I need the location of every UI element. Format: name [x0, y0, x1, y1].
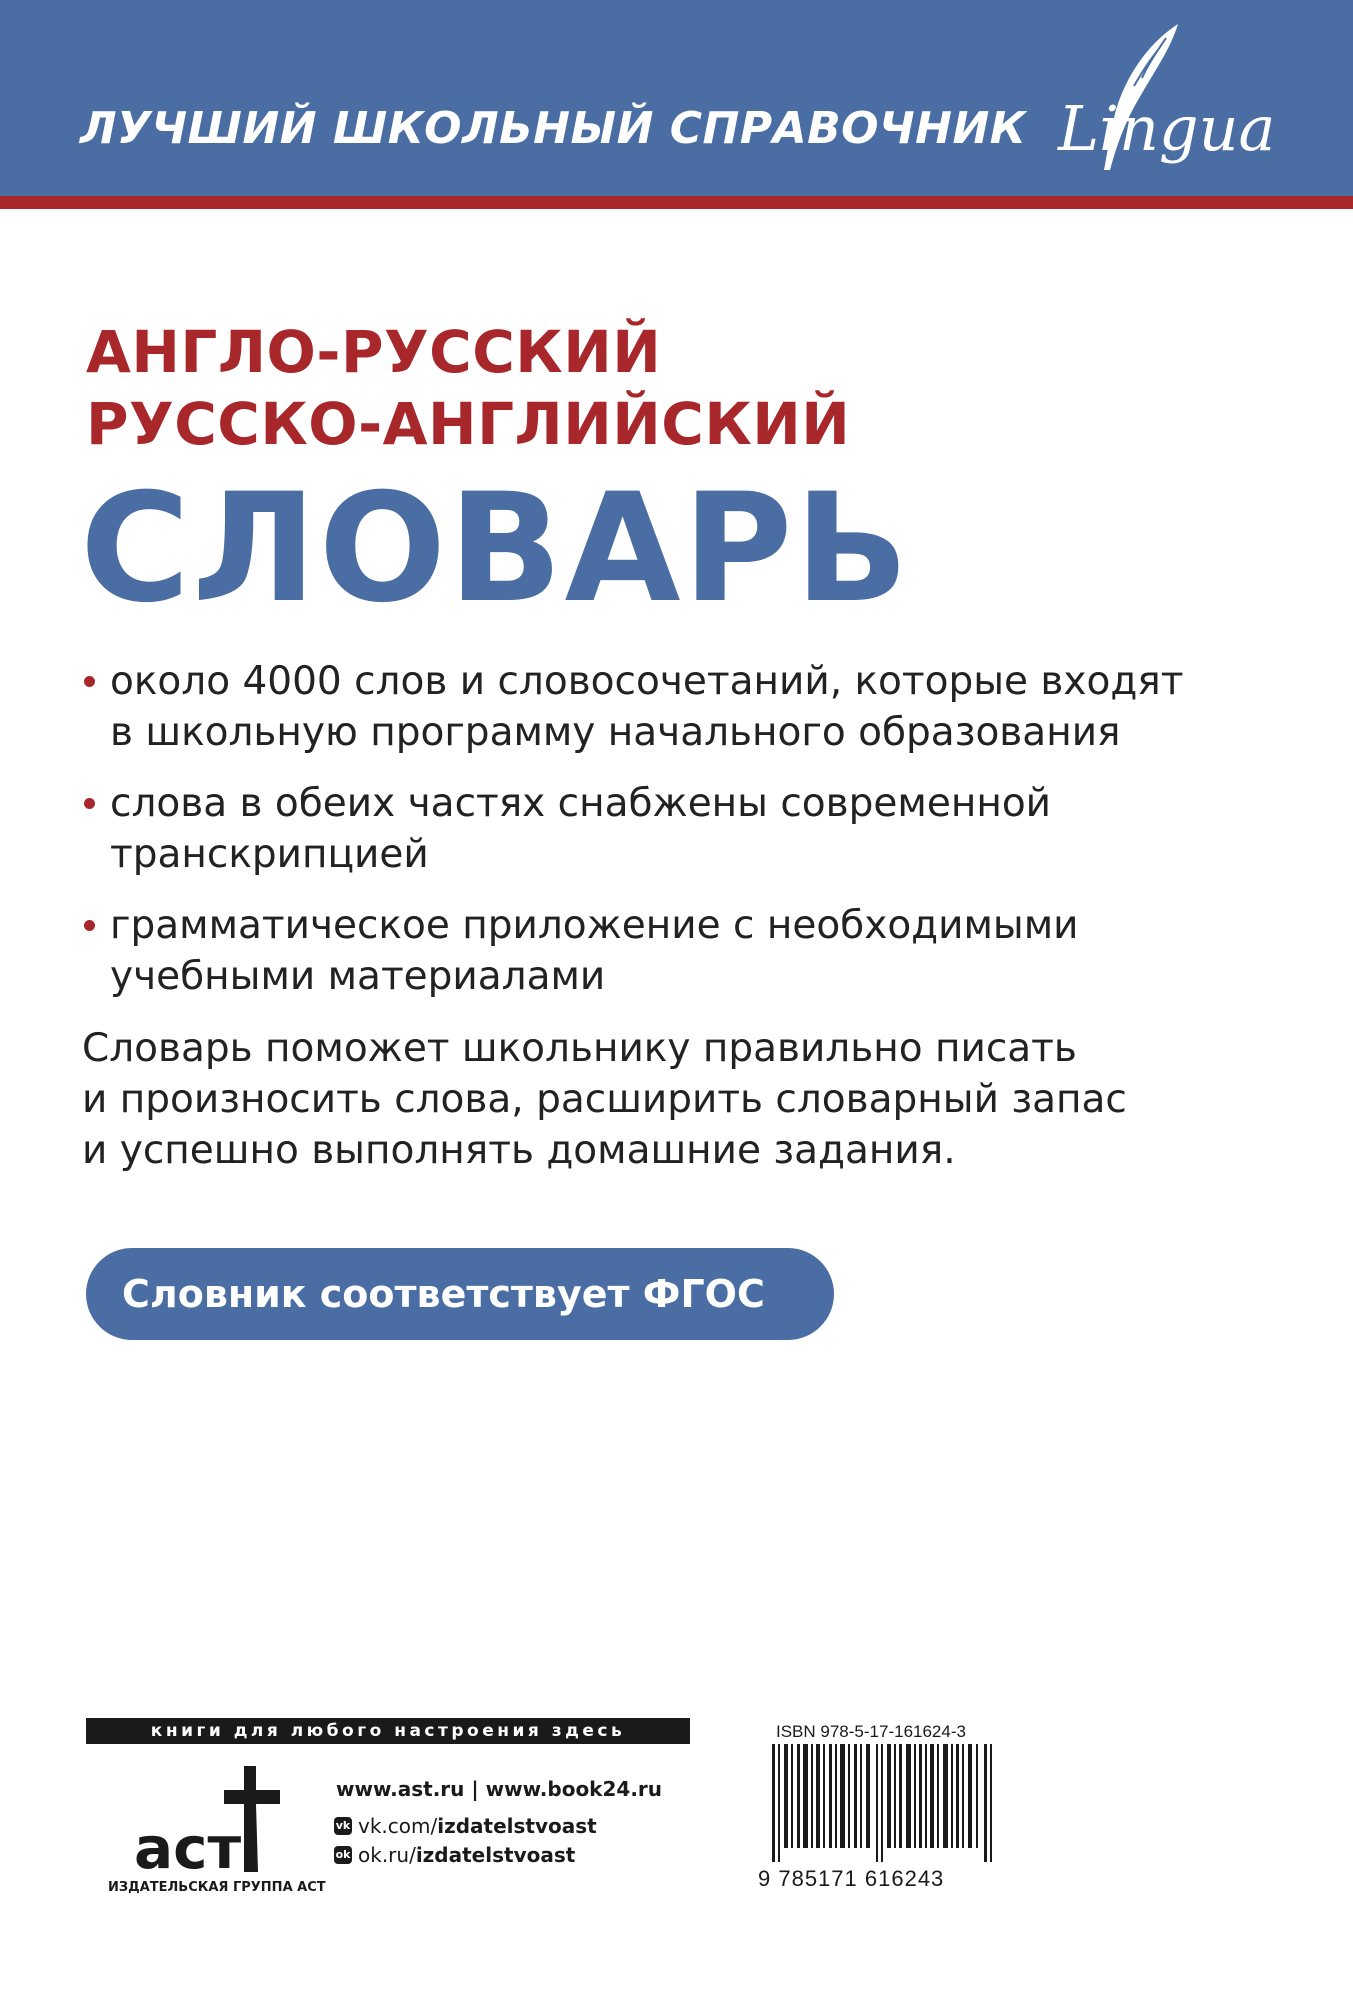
- ok-link[interactable]: [334, 1843, 575, 1867]
- description: [82, 1023, 1302, 1176]
- feature-text-line: слова в обеих частях снабжены современной: [110, 781, 1052, 826]
- feature-item: [82, 778, 1322, 880]
- feature-item: [82, 656, 1322, 758]
- header-stripe: [0, 196, 1353, 209]
- ast-logo-mark: [120, 1760, 320, 1880]
- barcode-digits: 9 785171 616243: [758, 1866, 945, 1891]
- feature-list: [82, 656, 1322, 1022]
- feature-text-line: в школьную программу начального образования: [110, 710, 1121, 755]
- feature-text-line: транскрипцией: [110, 832, 429, 877]
- vk-icon: vk: [334, 1817, 352, 1835]
- tagline-bar: книги для любого настроения здесь: [86, 1718, 690, 1744]
- feature-item: [82, 900, 1322, 1002]
- title-line-1: АНГЛО-РУССКИЙ: [86, 318, 662, 386]
- fgos-badge: Словник соответствует ФГОС: [86, 1248, 834, 1340]
- bullet-icon: [84, 920, 95, 931]
- vk-prefix: vk.com/: [358, 1814, 438, 1838]
- ast-logo: [120, 1760, 320, 1880]
- publisher-caption: ИЗДАТЕЛЬСКАЯ ГРУППА АСТ: [108, 1880, 326, 1895]
- description-line: и успешно выполнять домашние задания.: [82, 1128, 956, 1173]
- bullet-icon: [84, 676, 95, 687]
- title-line-2: РУССКО-АНГЛИЙСКИЙ: [86, 390, 851, 458]
- ok-icon: ok: [334, 1846, 352, 1864]
- feature-text-line: около 4000 слов и словосочетаний, которые входят: [110, 659, 1184, 704]
- series-title: ЛУЧШИЙ ШКОЛЬНЫЙ СПРАВОЧНИК: [80, 103, 1027, 154]
- description-line: и произносить слова, расширить словарный запас: [82, 1077, 1127, 1122]
- barcode: [772, 1744, 996, 1862]
- vk-link[interactable]: [334, 1814, 597, 1838]
- ok-handle: izdatelstvoast: [415, 1843, 576, 1867]
- main-title: СЛОВАРЬ: [80, 462, 911, 636]
- bullet-icon: [84, 798, 95, 809]
- lingua-logo: [1058, 20, 1316, 190]
- brand-name: Lingua: [1058, 92, 1276, 165]
- description-line: Словарь поможет школьнику правильно писать: [82, 1026, 1077, 1071]
- ast-logo-text: аст: [134, 1814, 242, 1880]
- ok-prefix: ok.ru/: [358, 1843, 416, 1867]
- vk-handle: izdatelstvoast: [437, 1814, 597, 1838]
- feature-text-line: учебными материалами: [110, 954, 606, 999]
- websites[interactable]: www.ast.ru | www.book24.ru: [336, 1777, 663, 1801]
- feature-text-line: грамматическое приложение с необходимыми: [110, 903, 1079, 948]
- isbn-label: ISBN 978-5-17-161624-3: [776, 1722, 966, 1741]
